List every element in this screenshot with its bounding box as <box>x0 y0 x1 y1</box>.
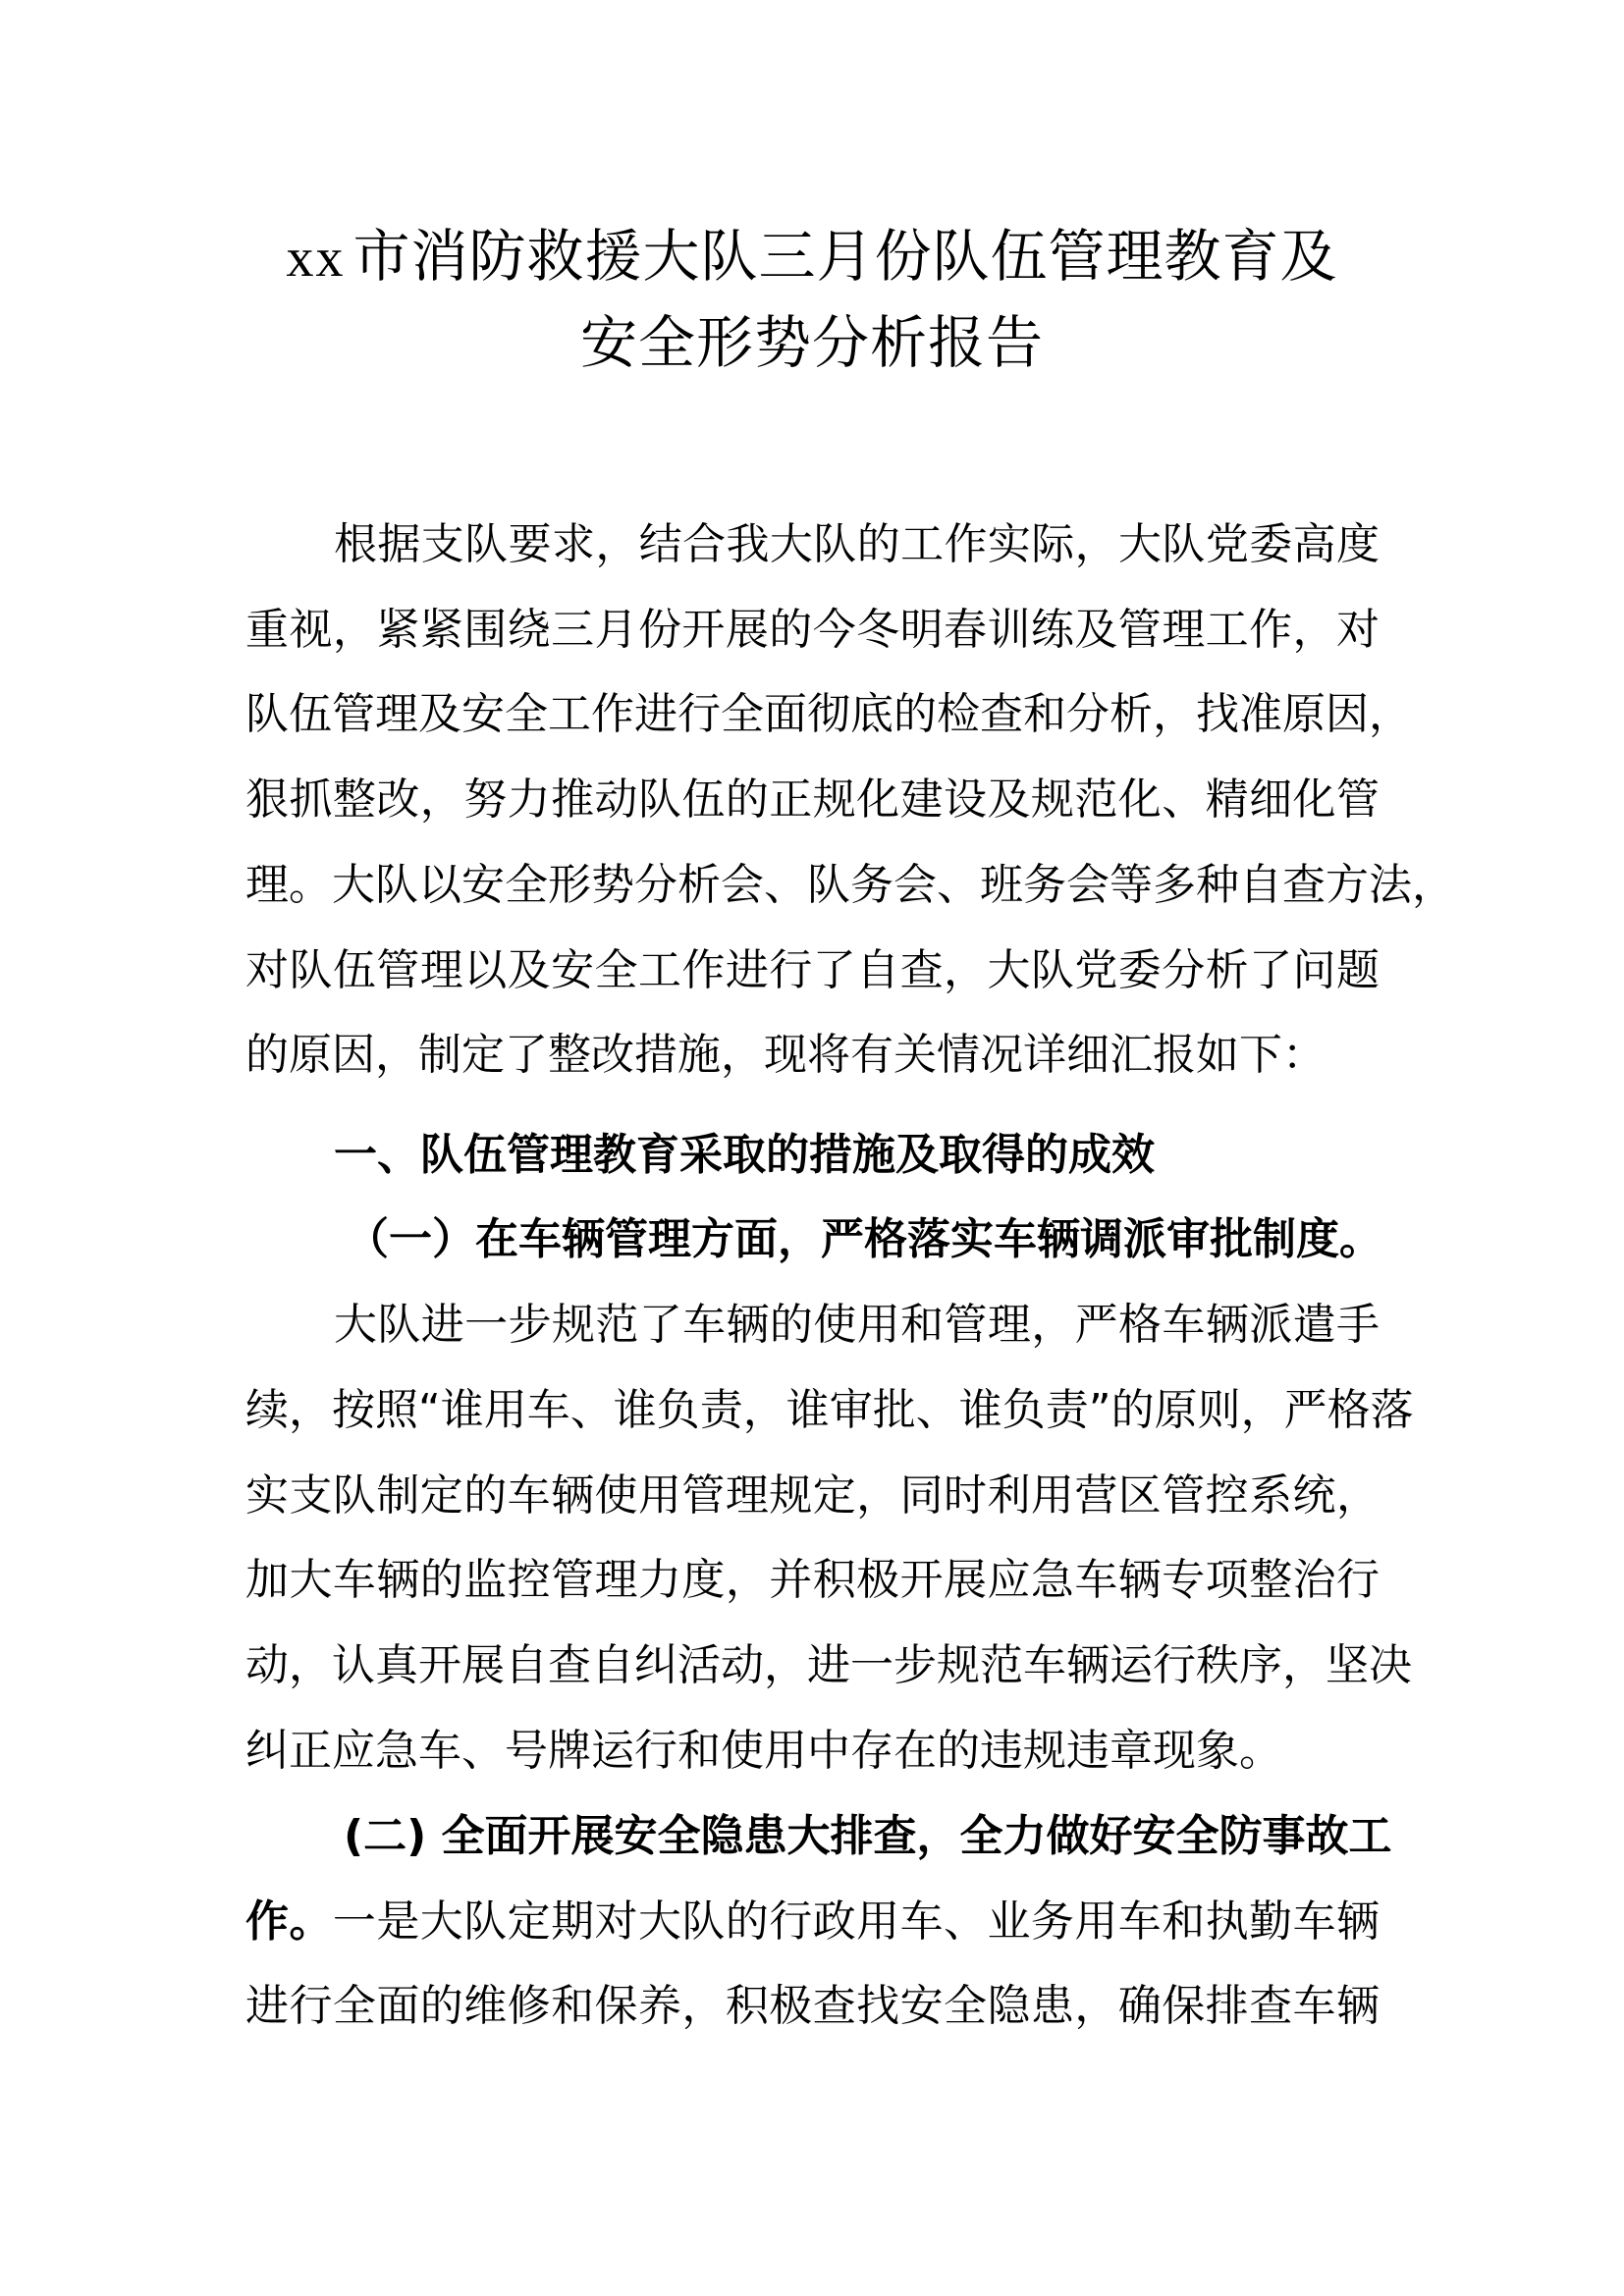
intro-line: 狠抓整改，努力推动队伍的正规化建设及规范化、精细化管 <box>245 774 1380 825</box>
intro-line: 队伍管理及安全工作进行全面彻底的检查和分析，找准原因， <box>245 689 1412 739</box>
body-line: 加大车辆的监控管理力度，并积极开展应急车辆专项整治行 <box>245 1555 1380 1605</box>
intro-line: 重视，紧紧围绕三月份开展的今冬明春训练及管理工作，对 <box>245 605 1380 655</box>
document-title-line-1 <box>0 225 1624 288</box>
intro-line: 理。大队以安全形势分析会、队务会、班务会等多种自查方法， <box>245 860 1455 910</box>
section-heading: 一、队伍管理教育采取的措施及取得的成效 <box>334 1130 1155 1180</box>
body-text: 一是大队定期对大队的行政用车、业务用车和执勤车辆 <box>332 1896 1380 1947</box>
subsection-heading: (二) 全面开展安全隐患大排查，全力做好安全防事故工 <box>344 1811 1392 1861</box>
subsection-heading: （一）在车辆管理方面，严格落实车辆调派审批制度。 <box>346 1214 1382 1264</box>
intro-line: 对队伍管理以及安全工作进行了自查，大队党委分析了问题 <box>245 945 1380 995</box>
body-line <box>245 1897 1380 1947</box>
body-line: 纠正应急车、号牌运行和使用中存在的违规违章现象。 <box>245 1726 1282 1776</box>
body-line: 续，按照“谁用车、谁负责，谁审批、谁负责”的原则，严格落 <box>245 1385 1414 1435</box>
subsection-heading-tail: 作。 <box>245 1896 333 1947</box>
intro-line: 根据支队要求，结合我大队的工作实际，大队党委高度 <box>334 519 1380 569</box>
document-title-line-2: 安全形势分析报告 <box>579 309 1044 376</box>
body-line: 进行全面的维修和保养，积极查找安全隐患，确保排查车辆 <box>245 1981 1380 2031</box>
intro-line: 的原因，制定了整改措施，现将有关情况详细汇报如下： <box>245 1030 1326 1080</box>
title-text-line-1: 市消防救援大队三月份队伍管理教育及 <box>352 223 1338 290</box>
body-line: 动，认真开展自查自纠活动，进一步规范车辆运行秩序，坚决 <box>245 1640 1412 1690</box>
body-line: 大队进一步规范了车辆的使用和管理，严格车辆派遣手 <box>334 1300 1380 1350</box>
title-prefix: xx <box>286 228 346 289</box>
body-line: 实支队制定的车辆使用管理规定，同时利用营区管控系统， <box>245 1470 1380 1521</box>
